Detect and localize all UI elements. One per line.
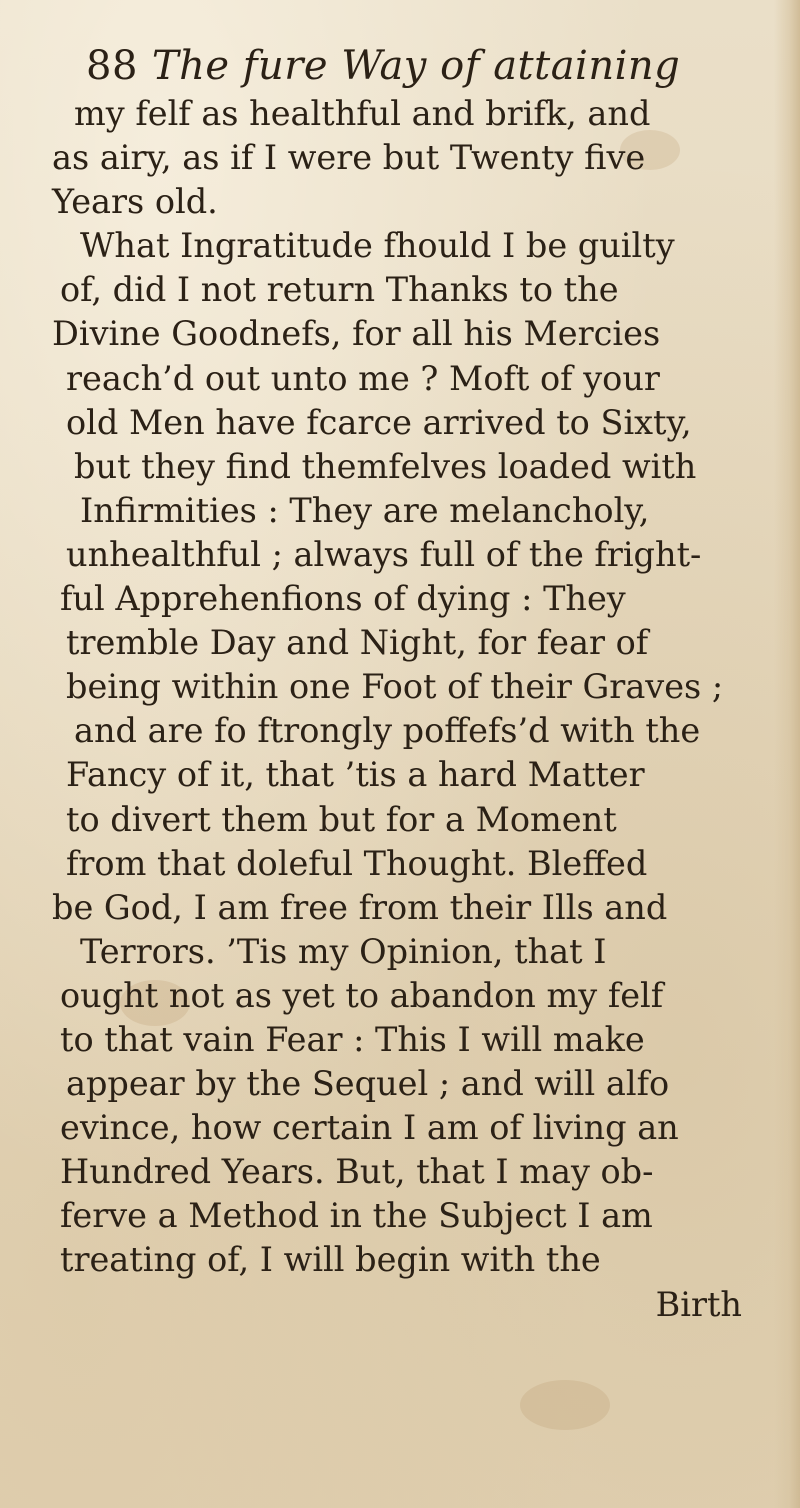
text-line: evince, how certain I am of living an [60, 1108, 679, 1148]
text-line: reach’d out unto me ? Moft of your [66, 358, 660, 398]
text-line: ought not as yet to abandon my felf [60, 975, 664, 1015]
text-line: old Men have fcarce arrived to Sixty, [66, 402, 692, 442]
text-line: Hundred Years. But, that I may ob- [60, 1152, 654, 1192]
text-line: to divert them but for a Moment [66, 799, 617, 839]
text-line: ferve a Method in the Subject I am [60, 1196, 653, 1236]
text-line: unhealthful ; always full of the fright- [66, 534, 702, 574]
foxing-spot [520, 1380, 610, 1430]
body-text [52, 92, 792, 1327]
text-line: treating of, I will begin with the [60, 1240, 601, 1280]
text-line: Infirmities : They are melancholy, [80, 490, 650, 530]
text-line: and are fo ftrongly poffefs’d with the [74, 711, 701, 751]
running-title: The fure Way of attaining [151, 43, 681, 89]
text-line: Fancy of it, that ’tis a hard Matter [66, 755, 645, 795]
text-line: Terrors. ’Tis my Opinion, that I [80, 931, 607, 971]
text-line: as airy, as if I were but Twenty five [52, 138, 646, 178]
text-line: ful Apprehenfions of dying : They [60, 579, 626, 619]
text-line: Years old. [52, 182, 218, 222]
catchword: Birth [655, 1284, 742, 1324]
text-line: being within one Foot of their Graves ; [66, 667, 724, 707]
text-line: from that doleful Thought. Bleffed [66, 843, 648, 883]
text-line: appear by the Sequel ; and will alfo [66, 1064, 670, 1104]
text-line: but they find themfelves loaded with [74, 446, 697, 486]
text-line: tremble Day and Night, for fear of [66, 623, 649, 663]
text-line: be God, I am free from their Ills and [52, 887, 668, 927]
text-line: my felf as healthful and brifk, and [74, 94, 651, 133]
text-line: What Ingratitude fhould I be guilty [80, 226, 675, 266]
text-line: Divine Goodnefs, for all his Mercies [52, 314, 661, 354]
text-line: to that vain Fear : This I will make [60, 1019, 645, 1059]
page-number: 88 [86, 43, 138, 89]
text-line: of, did I not return Thanks to the [60, 270, 619, 310]
running-head [86, 40, 680, 92]
